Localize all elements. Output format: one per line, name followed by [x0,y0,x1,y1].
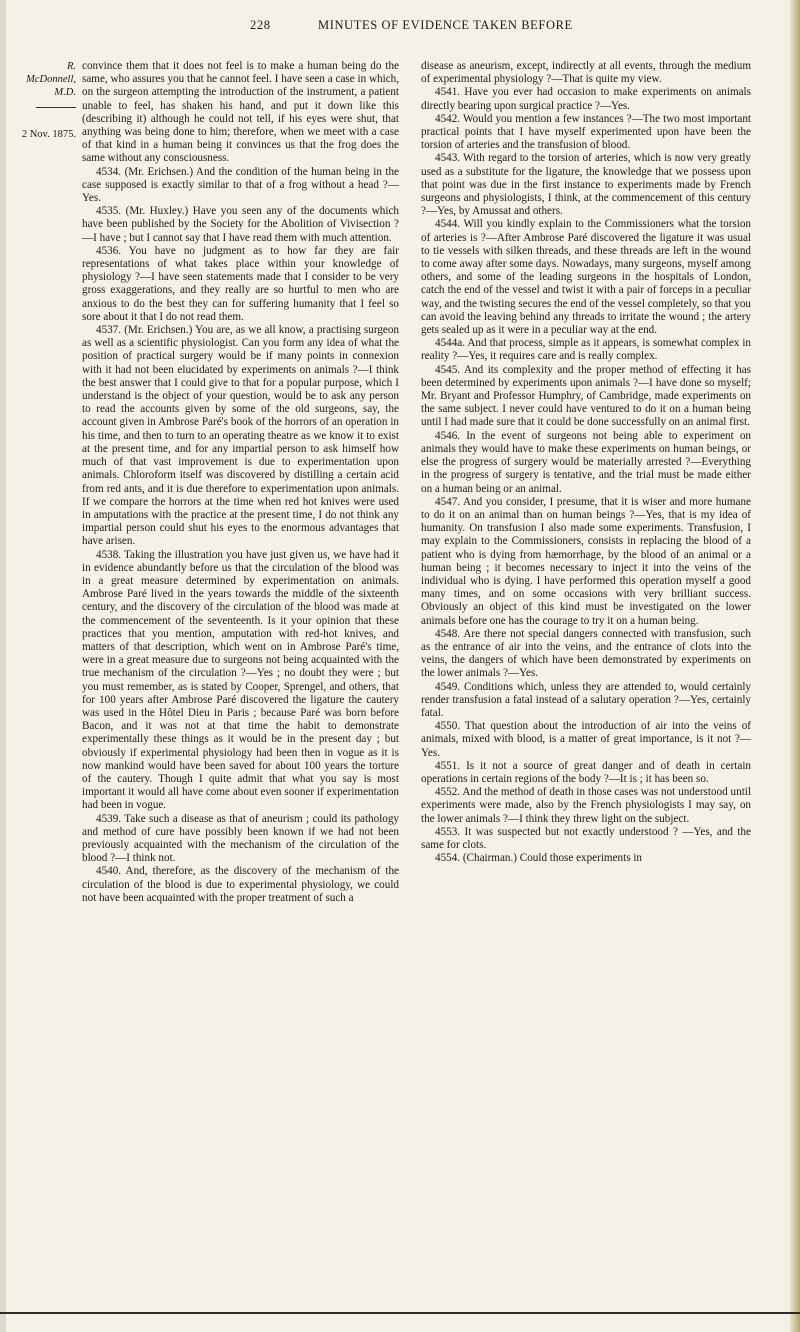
page-edge-shadow [0,0,6,1332]
page-header [60,18,760,38]
paragraph: 4543. With regard to the torsion of arteries, which is now very greatly used as a substitute for the ligature, the knowledge that we possess upon that point was due in the first instance to experiments made by French surgeons and physiologists, I think, at the commencement of this century ?—Yes, by Amussat and others. [421,152,751,218]
paragraph: 4546. In the event of surgeons not being able to experiment on animals they would have to make these experiments on human beings, or else the progress of surgery would be materially arrested ?—Everything in the progress of surgery is tentative, and the trial must be made either on a human being or an animal. [421,429,751,495]
right-column [421,60,751,865]
paragraph: 4552. And the method of death in those cases was not understood until experiments were made, also by the French physiologists I may say, on the lower animals ?—I think they threw light on the subject. [421,786,751,825]
paragraph: 4547. And you consider, I presume, that it is wiser and more humane to do it on an animal than on human beings ?—Yes, that is my idea of humanity. On transfusion I also made some experiments. Transfusion, I may explain to the Commissioners, consists in replacing the blood of a patient who is dying from hæmorrhage, by the blood of an animal or a human being ; it becomes necessary to inject it into the veins of the individual who is dying. I have performed this operation myself a good many times, and on some occasions with very brilliant success. Obviously an object of this kind must be investigated on the lower animals before one has the courage to try it on a human being. [421,495,751,627]
page-number: 228 [250,18,271,32]
left-column [82,60,399,905]
paragraph: 4550. That question about the introduction of air into the veins of animals, mixed with blood, is a matter of great importance, is it not ?—Yes. [421,720,751,759]
paragraph: 4538. Taking the illustration you have just given us, we have had it in evidence abundantly before us that the circulation of the blood was in a great measure determined by experimentation on animals. Ambrose Paré lived in the years towards the middle of the sixteenth century, and the discovery of the circulation of the blood was made at the commencement of the seventeenth. Is it your opinion that these practices that you mention, amputation with red-hot knives, and matters of that description, which went on in Ambrose Paré's time, were in a great measure due to surgeons not being acquainted with the true mechanism of the circulation ?—Yes ; no doubt they were ; but you must remember, as is stated by Cooper, Sprengel, and others, that for 100 years after Ambrose Paré discovered the ligature the cautery was used in the Hôtel Dieu in Paris ; because Paré was born before Bacon, and it was not at that time the habit to demonstrate experimentally these things as it would be in the present day ; but obviously if experimental physiology had been then in vogue as it is now mankind would have been saved for about 100 years the torture of the cautery. Though I quite admit that what you say is most important it would all have come about even sooner if experimentation had been in vogue. [82,548,399,812]
paragraph: 4544a. And that process, simple as it appears, is somewhat complex in reality ?—Yes, it requires care and is really complex. [421,337,751,363]
paragraph: 4541. Have you ever had occasion to make experiments on animals directly bearing upon surgical practice ?—Yes. [421,86,751,112]
paragraph: 4551. Is it not a source of great danger and of death in certain operations in certain regions of the body ?—It is ; it has been so. [421,759,751,785]
paragraph: 4545. And its complexity and the proper method of effecting it has been determined by experiments upon animals ?—I have done so myself; Mr. Bryant and Professor Humphry, of Cambridge, made experiments on the same subject. I never could have ventured to do it on a human being until I had made sure that it could be done successfully on an animal first. [421,363,751,429]
paragraph: 4539. Take such a disease as that of aneurism ; could its pathology and method of cure have possibly been known if we had not been previously acquainted with the mechanism of the circulation of the blood ?—I think not. [82,812,399,865]
paragraph: 4542. Would you mention a few instances ?—The two most important practical points that I have myself experimented upon have been the torsion of arteries and the transfusion of blood. [421,112,751,152]
paragraph: 4549. Conditions which, unless they are attended to, would certainly render transfusion a fatal instead of a salutary operation ?—Yes, certainly fatal. [421,680,751,719]
paragraph: convince them that it does not feel is to make a human being do the same, who assures you that he cannot feel. I have seen a case in which, on the surgeon attempting the introduction of the instrument, a patient unable to feel, has shaken his hand, and put it down like this (describing it) although he could not tell, if his eyes were shut, that anything was being done to him; therefore, when we meet with a case of that kind in a human being it convinces us that the frog does the same without any consciousness. [82,60,399,165]
paragraph: 4537. (Mr. Erichsen.) You are, as we all know, a practising surgeon as well as a scientific physiologist. Can you form any idea of what the position of practical surgery would be if many points in connexion with it had not been elucidated by experiments on animals ?—I think the best answer that I could give to that for a popular purpose, which I understand is the object of your question, would be to ask any person to read the accounts given by some of the old surgeons, say, the account given in Ambrose Paré's book of the horrors of an operation in his time, and then to turn to an operating theatre as we know it to exist at the present time, and for any impartial person to ask himself how much of that vast improvement is due to experimentation upon animals. Chloroform itself was discovered by distilling a certain acid from red ants, and it is due therefore to experimentation upon animals. If we compare the horrors at the time when red hot knives were used in amputations with the practice at the present time, I do not think any impartial person could shut his eyes to the enormous advantages that have arisen. [82,324,399,548]
bottom-rule [0,1312,800,1314]
page-edge-binding [790,0,800,1332]
paragraph: 4540. And, therefore, as the discovery of the mechanism of the circulation of the blood is due to experimental physiology, we could not have been acquainted with the proper treatment of such a [82,865,399,904]
paragraph: 4534. (Mr. Erichsen.) And the condition of the human being in the case supposed is exactly similar to that of a frog without a head ?—Yes. [82,165,399,205]
paragraph: 4544. Will you kindly explain to the Commissioners what the torsion of arteries is ?—After Ambrose Paré discovered the ligature it was usual to tie vessels with silken threads, and these threads are left in the wound to come away after some days. Nowadays, many surgeons, myself among others, and some of the leading surgeons in the hospitals of London, catch the end of the vessel and twist it with a pair of forceps in a peculiar way, and the twisting secures the end of the vessel completely, so that you can avoid the leaving behind any threads to irritate the wound ; the artery gets sealed up as it were in a peculiar way at the end. [421,218,751,337]
paragraph: 4535. (Mr. Huxley.) Have you seen any of the documents which have been published by the Society for the Abolition of Vivisection ?—I have ; but I cannot say that I have read them with much attention. [82,205,399,244]
paragraph: 4536. You have no judgment as to how far they are fair representations of what takes place within your knowledge of physiology ?—I have seen statements made that I consider to be very gross exaggerations, and they really are so hurtful to men who are anxious to do the best they can for suffering humanity that I feel so sore about it that I do not read them. [82,244,399,323]
margin-rule [36,107,76,108]
paragraph: disease as aneurism, except, indirectly at all events, through the medium of experimental physiology ?—That is quite my view. [421,60,751,86]
margin-note [16,60,76,141]
session-date: 2 Nov. 1875. [21,129,76,140]
running-head: MINUTES OF EVIDENCE TAKEN BEFORE [318,18,573,32]
witness-name: R. McDonnell, M.D. [26,61,76,98]
paragraph: 4553. It was suspected but not exactly understood ? —Yes, and the same for clots. [421,825,751,851]
paragraph: 4548. Are there not special dangers connected with transfusion, such as the entrance of air into the veins, and the entrance of clots into the veins, the dangers of which have been demonstrated by experiments on the lower animals ?—Yes. [421,627,751,680]
paragraph: 4554. (Chairman.) Could those experiments in [435,852,642,865]
